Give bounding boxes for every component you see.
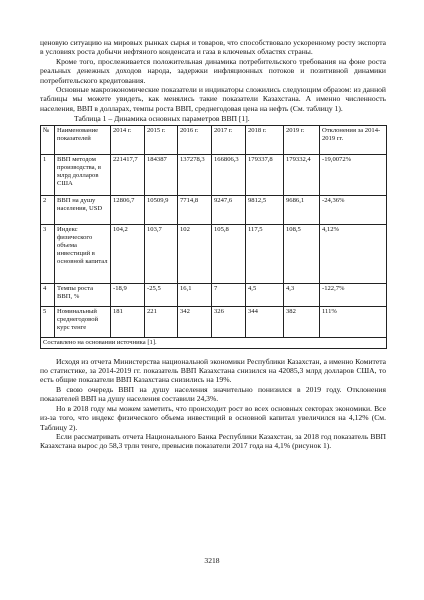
table-cell: 179332,4: [284, 154, 320, 195]
table-cell: 166806,3: [212, 154, 246, 195]
table-cell: 179337,8: [246, 154, 284, 195]
table-cell: 7714,8: [178, 195, 212, 224]
table-cell: 3: [41, 224, 55, 283]
table-cell: 221: [145, 306, 178, 337]
table-cell: 16,1: [178, 283, 212, 306]
table-cell: 4,5: [246, 283, 284, 306]
header-cell: 2016 г.: [178, 125, 212, 154]
table-cell: ВВП методом производства, в млрд долларов США: [55, 154, 111, 195]
header-cell: 2015 г.: [145, 125, 178, 154]
table-cell: Индекс физического объема инвестиций в основной капитал: [55, 224, 111, 283]
table-caption: Таблица 1 – Динамика основных параметров ВВП [1].: [74, 114, 250, 124]
paragraph-2: Кроме того, прослеживается положительная динамика потребительского требования на фоне роста реальных денежных доходов народа, задержки инфляционных потоков и позитивной динамики потребительского кредитования.: [40, 56, 386, 85]
table-cell: 12806,7: [111, 195, 145, 224]
table-cell: 382: [284, 306, 320, 337]
table-cell: 111%: [320, 306, 387, 337]
paragraph-3: Основные макроэкономические показатели и индикаторы сложились следующим образом: из данной таблицы мы можете увидеть, как менялись такие показатели Казахстана. А именно численность населения, ВВП в долларах, темпы роста ВВП, среднегодовая цена на нефть (См. таблицу 1).: [40, 85, 386, 113]
table-row: [41, 306, 387, 337]
table-cell: -25,5: [145, 283, 178, 306]
table-cell: 117,5: [246, 224, 284, 283]
table-cell: -24,36%: [320, 195, 387, 224]
document-page: [40, 38, 386, 451]
table-cell: 137278,3: [178, 154, 212, 195]
table-row: [41, 283, 387, 306]
table-cell: 105,8: [212, 224, 246, 283]
table-cell: 1: [41, 154, 55, 195]
header-cell: 2017 г.: [212, 125, 246, 154]
paragraph-4: Исходя из отчета Министерства национальной экономики Республики Казахстан, а именно Комитета по статистике, за 2014-2019 гг. показатель ВВП Казахстана снизился на 42085,3 млрд долларов США, то есть общие показатели ВВП Казахстана снизились на 19%.: [40, 356, 386, 385]
table-cell: 103,7: [145, 224, 178, 283]
table-cell: 5: [41, 306, 55, 337]
gdp-table: [40, 125, 387, 349]
header-cell: 2019 г.: [284, 125, 320, 154]
table-body: [41, 154, 387, 337]
table-cell: 4: [41, 283, 55, 306]
body-text-after: [40, 357, 386, 451]
table-cell: 181: [111, 306, 145, 337]
table-cell: -19,0072%: [320, 154, 387, 195]
table-cell: -122,7%: [320, 283, 387, 306]
table-cell: 184387: [145, 154, 178, 195]
table-row: [41, 154, 387, 195]
page-number: 3218: [204, 556, 220, 565]
table-cell: 104,2: [111, 224, 145, 283]
table-row: [41, 195, 387, 224]
table-row: [41, 224, 387, 283]
paragraph-1: ценовую ситуацию на мировых рынках сырья и товаров, что способствовало ускоренному росту экспорта в условиях роста добычи нефтяного конденсата и газа в ключевых областях страны.: [40, 38, 386, 57]
table-cell: Темпы роста ВВП, %: [55, 283, 111, 306]
table-cell: 10509,9: [145, 195, 178, 224]
header-cell: 2014 г.: [111, 125, 145, 154]
table-cell: 4,12%: [320, 224, 387, 283]
table-cell: 326: [212, 306, 246, 337]
table-source: Составлено на основании источника [1].: [41, 337, 387, 348]
table-cell: 2: [41, 195, 55, 224]
table-cell: 9812,5: [246, 195, 284, 224]
table-cell: 9686,1: [284, 195, 320, 224]
paragraph-6: Но в 2018 году мы можем заметить, что происходит рост во всех основных секторах экономики. Все из-за того, что индекс физического объема инвестиций в основной капитал увеличился на 4,12% (См. Таблицу 2).: [40, 403, 386, 432]
table-cell: 342: [178, 306, 212, 337]
table-cell: ВВП на душу населения, USD: [55, 195, 111, 224]
table-cell: 7: [212, 283, 246, 306]
table-cell: 108,5: [284, 224, 320, 283]
table-cell: 4,3: [284, 283, 320, 306]
paragraph-5: В свою очередь ВВП на душу населения значительно понизился в 2019 году. Отклонения показателей ВВП на душу населения составили 24,3%.: [40, 384, 386, 404]
header-cell: Наименование показателей: [55, 125, 111, 154]
header-cell: Отклонения за 2014-2019 гг.: [320, 125, 387, 154]
paragraph-7: Если рассматривать отчета Национального Банка Республики Казахстан, за 2018 год показатель ВВП Казахстана вырос до 58,3 трлн тенге, превысив показатели 2017 года на 4,1% (рисунок 1).: [40, 431, 386, 451]
table-header-row: [41, 125, 387, 154]
table-cell: -18,9: [111, 283, 145, 306]
table-cell: 9247,6: [212, 195, 246, 224]
table-cell: 221417,7: [111, 154, 145, 195]
header-cell: №: [41, 125, 55, 154]
table-source-row: [41, 337, 387, 348]
table-cell: Номинальный среднегодовой курс тенге: [55, 306, 111, 337]
table-cell: 102: [178, 224, 212, 283]
header-cell: 2018 г.: [246, 125, 284, 154]
table-cell: 344: [246, 306, 284, 337]
